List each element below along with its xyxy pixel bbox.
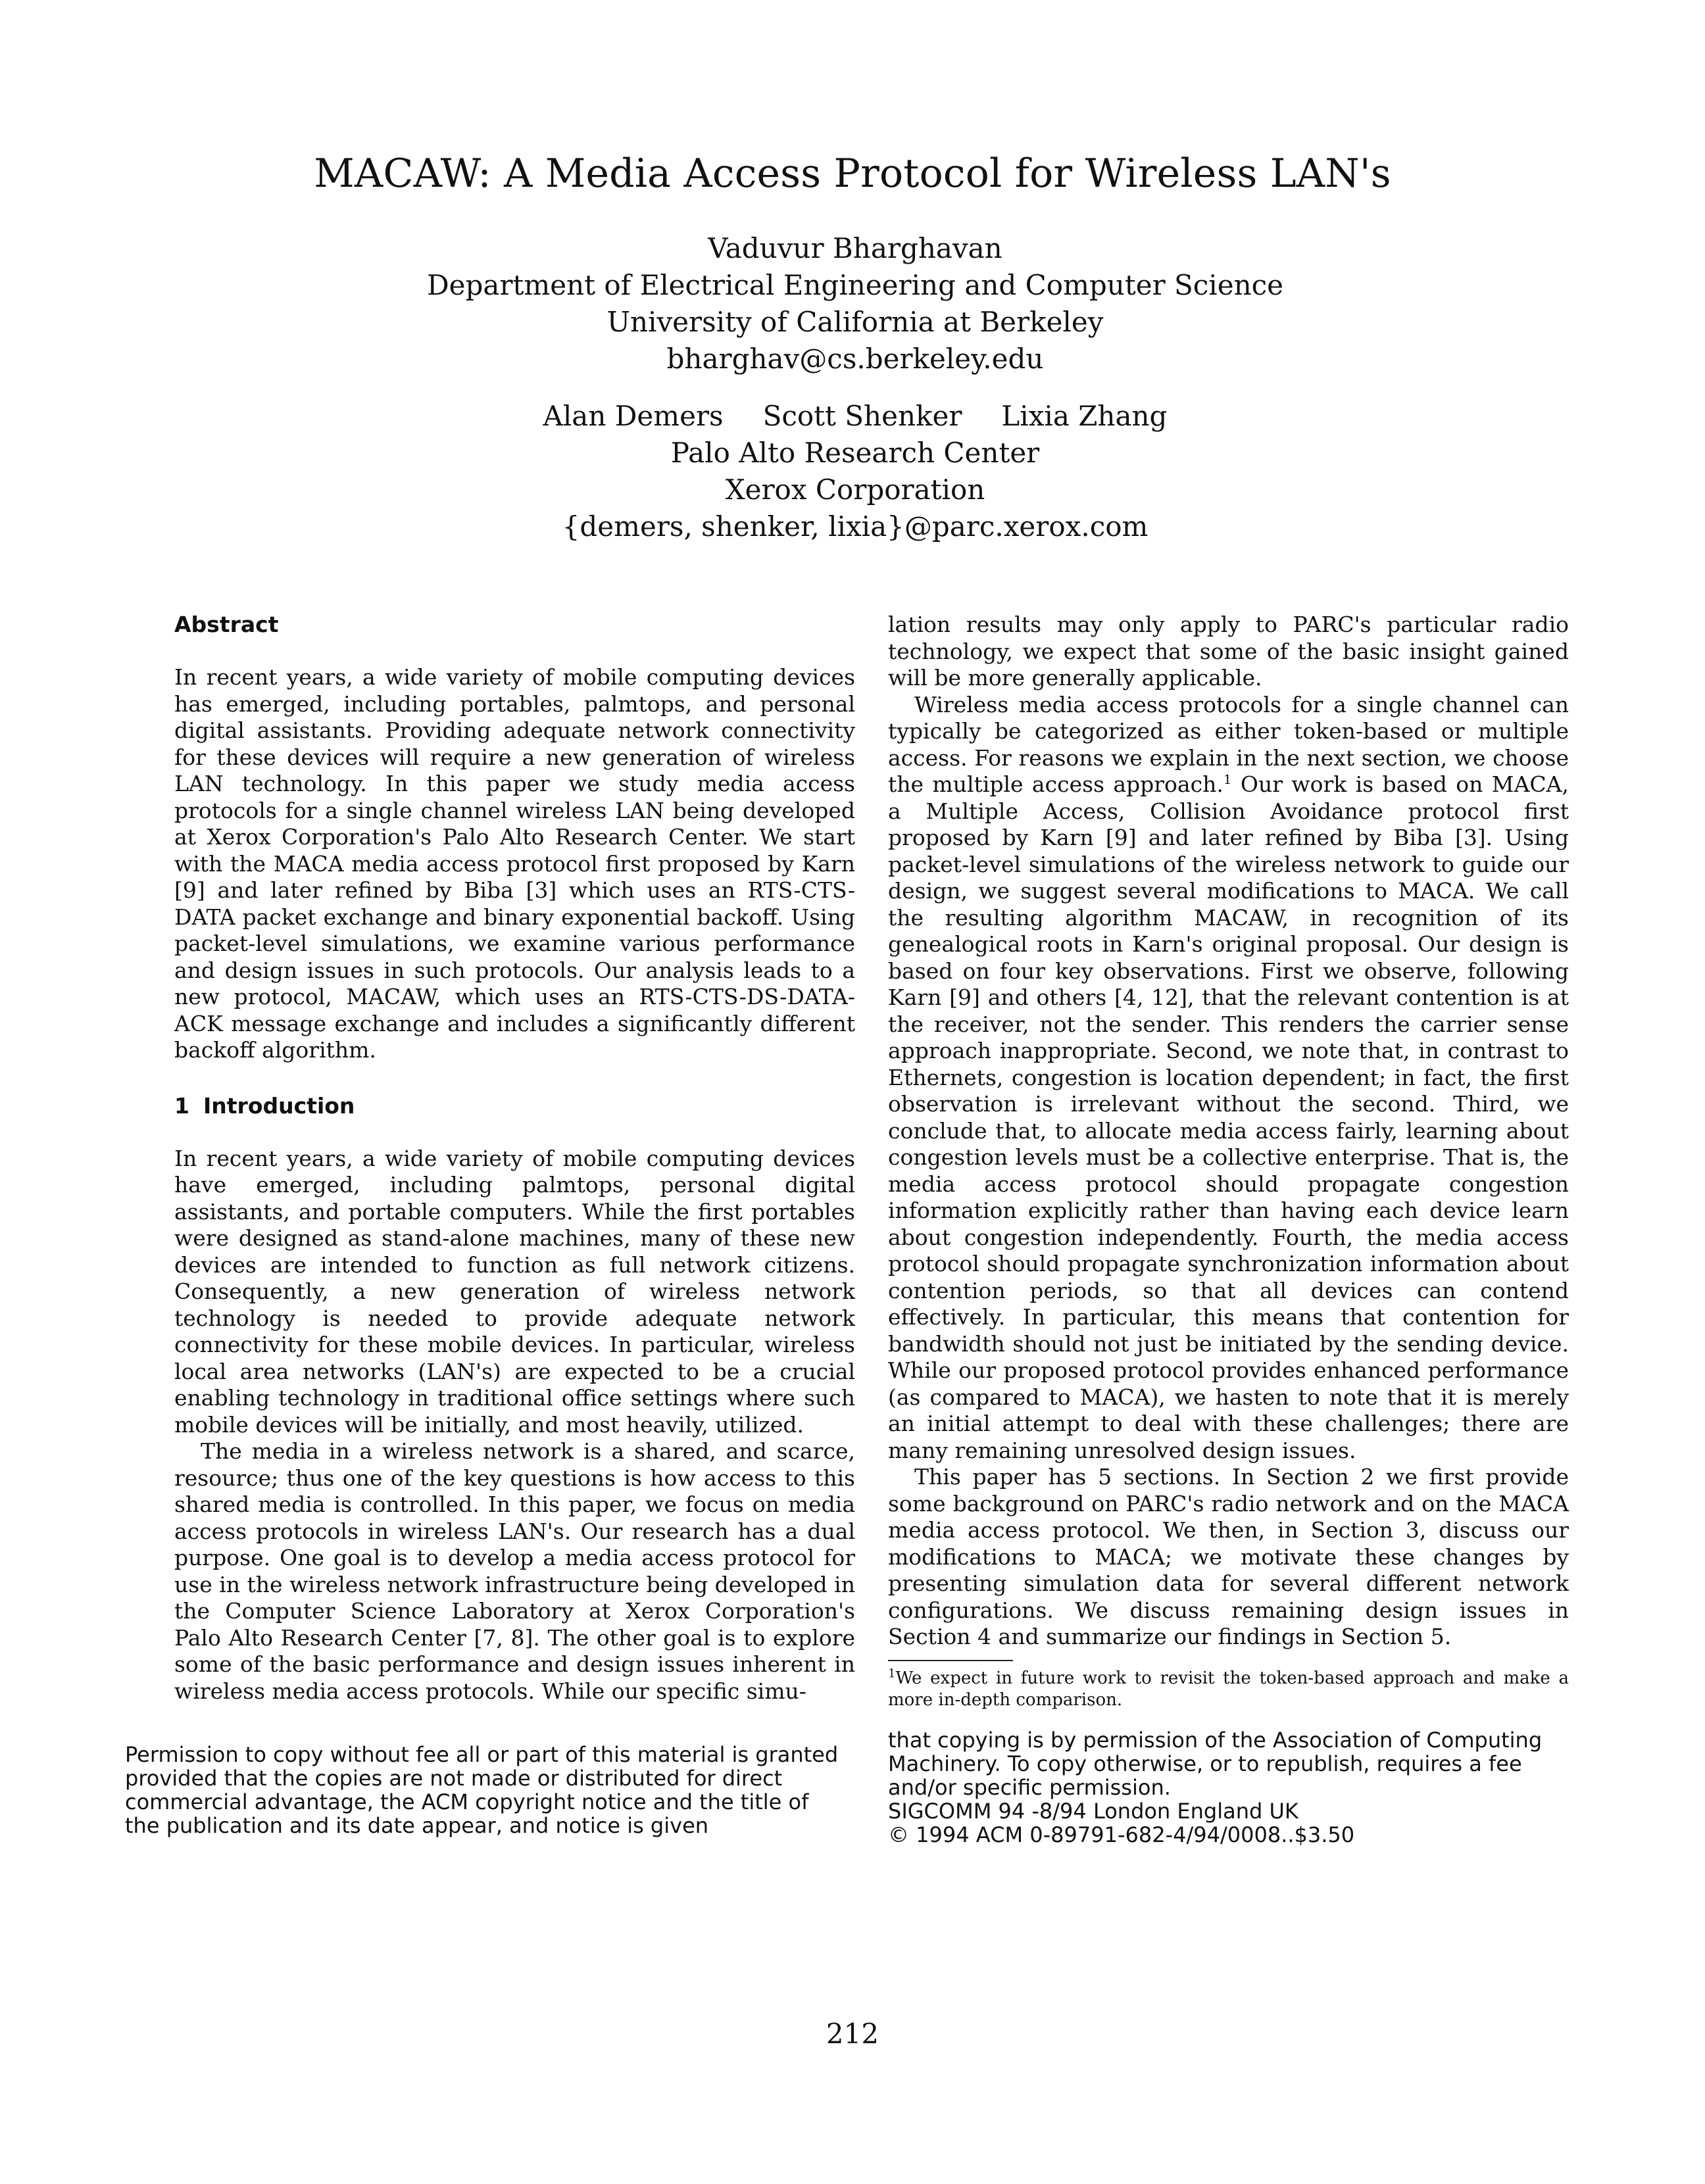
- section-number: 1: [174, 1092, 189, 1119]
- intro-paragraph-2-continued: lation results may only apply to PARC's particular radio technology, we expect that some of the basic insight gained will be more generally applicable.: [888, 612, 1569, 691]
- section-title: Introduction: [203, 1092, 355, 1119]
- page-number: 212: [826, 2018, 879, 2050]
- author-email: {demers, shenker, lixia}@parc.xerox.com: [562, 510, 1149, 543]
- footnote-mark: 1: [888, 1666, 896, 1680]
- author-block-berkeley: [395, 230, 1316, 377]
- section-heading-introduction: [174, 1093, 855, 1119]
- footnote-marker: 1: [1223, 771, 1232, 787]
- footnote-text: We expect in future work to revisit the token-based approach and make a more in-depth comparison.: [888, 1668, 1569, 1710]
- intro-paragraph-3-part1: Wireless media access protocols for a single channel can typically be categorized as either token-based or multiple access. For reasons we explain in the next section, we choose the multiple access approach.: [888, 691, 1569, 797]
- paper-title: MACAW: A Media Access Protocol for Wireless LAN's: [314, 151, 1391, 197]
- abstract-text: In recent years, a wide variety of mobile computing devices has emerged, including portables, palmtops, and personal digital assistants. Providing adequate network connectivity for these devices will require a new generation of wireless LAN technology. In this paper we study media access protocols for a single channel wireless LAN being developed at Xerox Corporation's Palo Alto Research Center. We start with the MACA media access protocol first proposed by Karn [9] and later refined by Biba [3] which uses an RTS-CTS-DATA packet exchange and binary exponential backoff. Using packet-level simulations, we examine various performance and design issues in such protocols. Our analysis leads to a new protocol, MACAW, which uses an RTS-CTS-DS-DATA-ACK message exchange and includes a significantly different backoff algorithm.: [174, 664, 855, 1063]
- permission-notice-left: Permission to copy without fee all or part of this material is granted provided that the copies are not made or distributed for direct commercial advantage, the ACM copyright notice and the title of the publication and its date appear, and notice is given: [125, 1742, 839, 1838]
- abstract-heading: Abstract: [174, 612, 279, 637]
- footnote: [888, 1668, 1569, 1711]
- author-institution: Palo Alto Research Center: [670, 437, 1040, 469]
- author-company: Xerox Corporation: [725, 473, 985, 506]
- permission-notice-right: [888, 1728, 1569, 1847]
- footnote-divider: [888, 1660, 1013, 1661]
- author-email: bharghav@cs.berkeley.edu: [666, 343, 1044, 375]
- intro-paragraph-1: In recent years, a wide variety of mobile computing devices have emerged, including palmtops, personal digital assistants, and portable computers. While the first portables were designed as stand-alone machines, many of these new devices are intended to function as full network citizens. Consequently, a new generation of wireless network technology is needed to provide adequate network connectivity for these mobile devices. In particular, wireless local area networks (LAN's) are expected to be a crucial enabling technology in traditional office settings where such mobile devices will be initially, and most heavily, utilized.: [174, 1145, 855, 1438]
- left-column: [174, 612, 855, 1705]
- author-department: Department of Electrical Engineering and Computer Science: [426, 269, 1284, 301]
- author-university: University of California at Berkeley: [606, 306, 1104, 338]
- intro-paragraph-3-part2: Our work is based on MACA, a Multiple Access, Collision Avoidance protocol first proposed by Karn [9] and later refined by Biba [3]. Using packet-level simulations of the wireless network to guide our design, we suggest several modifications to MACA. We call the resulting algorithm MACAW, in recognition of its genealogical roots in Karn's original proposal. Our design is based on four key observations. First we observe, following Karn [9] and others [4, 12], that the relevant contention is at the receiver, not the sender. This renders the carrier sense approach inappropriate. Second, we note that, in contrast to Ethernets, congestion is location dependent; in fact, the first observation is irrelevant without the second. Third, we conclude that, to allocate media access fairly, learning about congestion levels must be a collective enterprise. That is, the media access protocol should propagate congestion information explicitly rather than having each device learn about congestion independently. Fourth, the media access protocol should propagate synchronization information about contention periods, so that all devices can contend effectively. In particular, this means that contention for bandwidth should not just be initiated by the sending device. While our proposed protocol provides enhanced performance (as compared to MACA), we hasten to note that it is merely an initial attempt to deal with these challenges; there are many remaining unresolved design issues.: [888, 771, 1569, 1463]
- intro-paragraph-2: The media in a wireless network is a shared, and scarce, resource; thus one of the key questions is how access to this shared media is controlled. In this paper, we focus on media access protocols in wireless LAN's. Our research has a dual purpose. One goal is to develop a media access protocol for use in the wireless network infrastructure being developed in the Computer Science Laboratory at Xerox Corporation's Palo Alto Research Center [7, 8]. The other goal is to explore some of the basic performance and design issues inherent in wireless media access protocols. While our specific simu-: [174, 1438, 855, 1704]
- author-name: Lixia Zhang: [1001, 400, 1168, 432]
- author-name: Scott Shenker: [762, 400, 962, 432]
- permission-right-text: that copying is by permission of the Association of Computing Machinery. To copy otherwise, or to republish, requires a fee and/or specific permission.: [888, 1727, 1543, 1800]
- author-name: Alan Demers: [543, 400, 724, 432]
- author-block-parc: [395, 398, 1316, 545]
- author-name: Vaduvur Bharghavan: [708, 232, 1002, 264]
- intro-paragraph-4: This paper has 5 sections. In Section 2 we first provide some background on PARC's radio network and on the MACA media access protocol. We then, in Section 3, discuss our modifications to MACA; we motivate these changes by presenting simulation data for several different network configurations. We discuss remaining design issues in Section 4 and summarize our findings in Section 5.: [888, 1464, 1569, 1649]
- copyright-line: © 1994 ACM 0-89791-682-4/94/0008..$3.50: [888, 1822, 1355, 1847]
- intro-paragraph-3: [888, 692, 1569, 1465]
- right-column: [888, 612, 1569, 1847]
- author-names: [395, 398, 1316, 435]
- conference-line: SIGCOMM 94 -8/94 London England UK: [888, 1798, 1298, 1824]
